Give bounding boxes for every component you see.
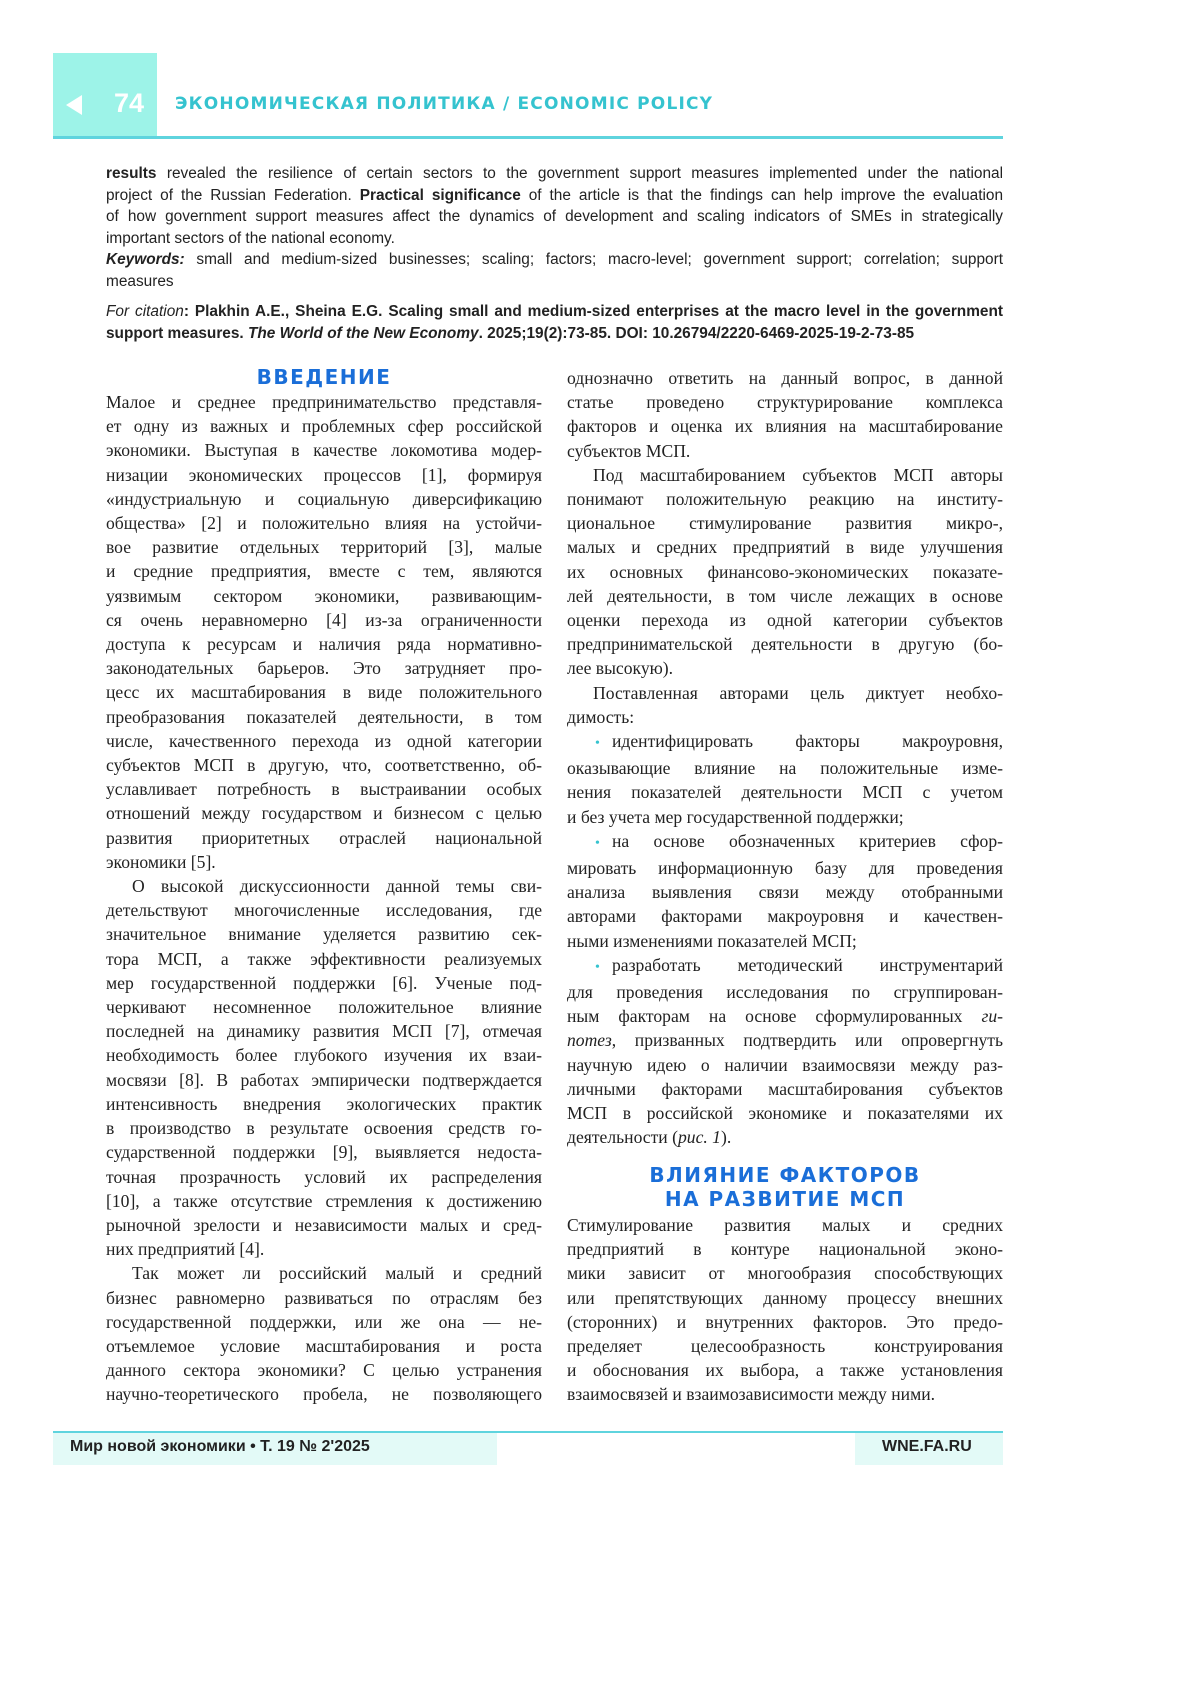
text-line	[106, 249, 1003, 271]
text-line: димость:	[567, 707, 634, 727]
text-line: анализа выявления связи между отобранными	[567, 882, 1003, 902]
text-line: О высокой дискуссионности данной темы сви-	[132, 876, 542, 896]
text-line: мосвязи [8]. В работах эмпирически подтверждается	[106, 1070, 542, 1090]
text-line	[567, 390, 1003, 414]
text-line	[567, 856, 1003, 880]
text-line	[106, 1092, 542, 1116]
text-line	[567, 439, 1003, 463]
text-line: отъемлемое условие масштабирования и роста	[106, 1336, 542, 1356]
left-column-text	[106, 390, 542, 1407]
text-line	[106, 632, 542, 656]
text-line: экономики [5].	[106, 852, 216, 872]
text-line	[567, 632, 1003, 656]
text-line	[567, 953, 1003, 980]
text-line: низации экономических процессов [1], формируя	[106, 465, 542, 485]
text-line: «индустриальную и социальную диверсификацию	[106, 489, 542, 509]
text-line: МСП в российской экономике и показателями их	[567, 1103, 1003, 1123]
text-line: экономики. Выступая в качестве локомотива модер-	[106, 440, 542, 460]
text-line	[106, 206, 1003, 228]
text-line: [10], а также отсутствие стремления к достижению	[106, 1191, 542, 1211]
text-line: значительное внимание уделяется развитию сек-	[106, 924, 542, 944]
text-line	[567, 1101, 1003, 1125]
text-line	[106, 874, 542, 898]
text-line	[567, 584, 1003, 608]
header-divider	[53, 136, 1003, 139]
text-line	[106, 1068, 542, 1092]
text-line: сударственной поддержки [9], выявляется недоста-	[106, 1142, 542, 1162]
bold-text: Practical significance	[360, 187, 521, 204]
text-line: на основе обозначенных критериев сфор-	[612, 831, 1003, 851]
bullet-item	[567, 953, 1003, 1150]
text-run: small and medium-sized businesses; scaling; factors; macro-level; government support; correlation; support	[185, 251, 1003, 268]
bullet-icon: •	[595, 732, 612, 756]
footer-website[interactable]: WNE.FA.RU	[882, 1438, 972, 1456]
text-line: мики зависит от многообразия способствующих	[567, 1263, 1003, 1283]
bold-text: . 2025;19(2):73-85. DOI: 10.26794/2220-6469-2025-19-2-73-85	[479, 325, 915, 342]
text-line: и средние предприятия, вместе с тем, являются	[106, 561, 542, 581]
text-line	[567, 1310, 1003, 1334]
text-line	[567, 681, 1003, 705]
text-line	[106, 511, 542, 535]
text-line: вое развитие отдельных территорий [3], малые	[106, 537, 542, 557]
text-line: факторов и оценка их влияния на масштабирование	[567, 416, 1003, 436]
text-line: субъектов МСП.	[567, 441, 690, 461]
text-line	[106, 1019, 542, 1043]
text-line	[106, 801, 542, 825]
text-line	[106, 1189, 542, 1213]
paragraph	[567, 463, 1003, 681]
bold-text: support measures.	[106, 325, 248, 342]
bullet-icon: •	[595, 832, 612, 856]
text-run: , призванных подтвердить или опровергнуть	[612, 1030, 1003, 1050]
text-line	[106, 826, 542, 850]
text-line	[106, 487, 542, 511]
text-line	[106, 1043, 542, 1067]
text-line	[567, 1053, 1003, 1077]
right-column-section2-text	[567, 1213, 1003, 1407]
paragraph	[567, 1213, 1003, 1407]
back-triangle-icon	[66, 95, 82, 115]
text-line: доступа к ресурсам и наличия ряда нормативно-	[106, 634, 542, 654]
bold-text: Keywords:	[106, 251, 185, 268]
text-line	[106, 971, 542, 995]
text-line: циональное стимулирование развития микро-,	[567, 513, 1003, 533]
text-line	[106, 271, 1003, 293]
text-line	[567, 366, 1003, 390]
text-line: субъектов МСП в другую, что, соответственно, об-	[106, 755, 542, 775]
text-line: преобразования показателей деятельности, в том	[106, 707, 542, 727]
text-run: ).	[721, 1127, 731, 1147]
bullet-icon: •	[595, 956, 612, 980]
text-line	[567, 929, 1003, 953]
text-line	[106, 898, 542, 922]
text-line: Под масштабированием субъектов МСП авторы	[593, 465, 1003, 485]
text-line	[567, 805, 1003, 829]
text-line: уславливает потребность в выстраивании особых	[106, 779, 542, 799]
text-line: развития приоритетных отраслей национальной	[106, 828, 542, 848]
text-line	[106, 1165, 542, 1189]
text-line	[567, 1358, 1003, 1382]
right-column-text	[567, 366, 1003, 1150]
text-line	[106, 680, 542, 704]
text-line	[106, 163, 1003, 185]
text-line: ными изменениями показателей МСП;	[567, 931, 857, 951]
text-line: черкивают несомненное положительное влияние	[106, 997, 542, 1017]
section-title: ЭКОНОМИЧЕСКАЯ ПОЛИТИКА / ECONOMIC POLICY	[175, 94, 713, 114]
text-line: в производство в результате освоения средств го-	[106, 1118, 542, 1138]
text-line	[106, 1261, 542, 1285]
text-line	[106, 323, 1003, 345]
text-line	[567, 414, 1003, 438]
abstract-block	[106, 163, 1003, 292]
text-line	[106, 947, 542, 971]
text-line	[106, 301, 1003, 323]
text-line	[567, 829, 1003, 856]
text-line: уязвимым сектором экономики, развивающим-	[106, 586, 542, 606]
text-line	[106, 753, 542, 777]
paragraph	[106, 390, 542, 874]
text-line	[106, 463, 542, 487]
text-line	[567, 1334, 1003, 1358]
text-line	[106, 535, 542, 559]
text-line	[567, 535, 1003, 559]
text-line	[567, 1261, 1003, 1285]
italic-text: For citation	[106, 303, 184, 320]
text-line: мер государственной поддержки [6]. Ученые под-	[106, 973, 542, 993]
text-line	[106, 559, 542, 583]
text-line: авторами факторами макроуровня и качествен-	[567, 906, 1003, 926]
text-line: понимают положительную реакцию на институ-	[567, 489, 1003, 509]
bold-text: : Plakhin A.E., Sheina E.G. Scaling small and medium-sized enterprises at the macro level in the government	[184, 303, 1003, 320]
text-line	[567, 511, 1003, 535]
text-line: бизнес равномерно развиваться по отраслям без	[106, 1288, 542, 1308]
text-line: Стимулирование развития малых и средних	[567, 1215, 1003, 1235]
bold-text: The World of the New Economy	[248, 325, 479, 342]
text-line	[106, 1358, 542, 1382]
text-line: тора МСП, а также эффективности реализуемых	[106, 949, 542, 969]
text-line: ся очень неравномерно [4] из-за ограниченности	[106, 610, 542, 630]
text-line	[106, 1310, 542, 1334]
text-line: научную идею о наличии взаимосвязи между раз-	[567, 1055, 1003, 1075]
text-line	[106, 922, 542, 946]
text-line: законодательных барьеров. Это затрудняет про-	[106, 658, 542, 678]
text-line	[106, 390, 542, 414]
text-line	[106, 1237, 542, 1261]
text-run: деятельности (	[567, 1127, 678, 1147]
text-line	[106, 414, 542, 438]
text-line: точная прозрачность условий их распределения	[106, 1167, 542, 1187]
text-line	[567, 1028, 1003, 1052]
bullet-item	[567, 729, 1003, 829]
text-line	[567, 756, 1003, 780]
text-line: их основных финансово-экономических показате-	[567, 562, 1003, 582]
text-line	[106, 185, 1003, 207]
text-line	[106, 1382, 542, 1406]
text-line	[567, 904, 1003, 928]
text-line: (сторонних) и внутренних факторов. Это предо-	[567, 1312, 1003, 1332]
text-line	[106, 584, 542, 608]
text-line: научно-теоретического пробела, не позволяющего	[106, 1384, 542, 1404]
text-line: пределяет целесообразность конструирования	[567, 1336, 1003, 1356]
text-line	[567, 1077, 1003, 1101]
text-line	[567, 1237, 1003, 1261]
text-line: отношений между государством и бизнесом с целью	[106, 803, 542, 823]
text-line: последней на динамику развития МСП [7], отмечая	[106, 1021, 542, 1041]
text-line	[567, 560, 1003, 584]
text-line: числе, качественного перехода из одной категории	[106, 731, 542, 751]
bullet-item	[567, 829, 1003, 953]
text-line: оценки перехода из одной категории субъектов	[567, 610, 1003, 630]
text-run: ным факторам на основе сформулированных	[567, 1006, 981, 1026]
heading-line: ВЛИЯНИЕ ФАКТОРОВ	[567, 1163, 1003, 1187]
text-line	[567, 705, 1003, 729]
text-line: оказывающие влияние на положительные изме-	[567, 758, 1003, 778]
text-line: и без учета мер государственной поддержки;	[567, 807, 904, 827]
text-run: revealed the resilience of certain sectors to the government support measures implemented under the national	[156, 165, 1003, 182]
text-line	[106, 656, 542, 680]
text-run: measures	[106, 273, 174, 290]
text-line: нения показателей деятельности МСП с учетом	[567, 782, 1003, 802]
text-line	[106, 1140, 542, 1164]
heading-line: НА РАЗВИТИЕ МСП	[567, 1187, 1003, 1211]
text-line: предприятий в контуре национальной эконо-	[567, 1239, 1003, 1259]
text-line: мировать информационную базу для проведения	[567, 858, 1003, 878]
text-line: цесс их масштабирования в виде положительного	[106, 682, 542, 702]
text-run: of the article is that the findings can help improve the evaluation	[521, 187, 1003, 204]
text-line	[567, 608, 1003, 632]
text-line	[106, 608, 542, 632]
text-line	[567, 780, 1003, 804]
text-line: лее высокую).	[567, 658, 673, 678]
text-line: и обоснования их выбора, а также установления	[567, 1360, 1003, 1380]
italic-text: рис. 1	[678, 1127, 721, 1147]
text-line: рыночной зрелости и независимости малых и сред-	[106, 1215, 542, 1235]
text-run: of how government support measures affect the dynamics of development and scaling indicators of SMEs in strategically	[106, 208, 1003, 225]
bold-text: results	[106, 165, 156, 182]
paragraph	[567, 681, 1003, 729]
text-line	[106, 1286, 542, 1310]
text-line: предпринимательской деятельности в другую (бо-	[567, 634, 1003, 654]
text-line	[567, 1213, 1003, 1237]
text-line: для проведения исследования по сгруппирован-	[567, 982, 1003, 1002]
text-line	[106, 228, 1003, 250]
paragraph	[106, 1261, 542, 1406]
text-line	[567, 656, 1003, 680]
text-line	[106, 777, 542, 801]
text-run: important sectors of the national economy.	[106, 230, 395, 247]
text-line: общества» [2] и положительно влияя на устойчи-	[106, 513, 542, 533]
text-line	[106, 438, 542, 462]
text-line	[567, 1286, 1003, 1310]
text-line	[567, 1125, 1003, 1149]
text-line: лей деятельности, в том числе лежащих в основе	[567, 586, 1003, 606]
text-line	[567, 487, 1003, 511]
text-line: Малое и среднее предпринимательство представля-	[106, 392, 542, 412]
text-line: статье проведено структурирование комплекса	[567, 392, 1003, 412]
text-line	[567, 880, 1003, 904]
text-line	[106, 850, 542, 874]
text-line	[567, 980, 1003, 1004]
text-line	[567, 1382, 1003, 1406]
italic-text: потез	[567, 1030, 612, 1050]
italic-text: ги-	[981, 1006, 1003, 1026]
text-line: интенсивность внедрения экологических практик	[106, 1094, 542, 1114]
text-line	[106, 995, 542, 1019]
page-number: 74	[114, 88, 144, 119]
text-line: государственной поддержки, или же она — не-	[106, 1312, 542, 1332]
text-line: или препятствующих данному процессу внешних	[567, 1288, 1003, 1308]
text-line: малых и средних предприятий в виде улучшения	[567, 537, 1003, 557]
footer-journal: Мир новой экономики • Т. 19 № 2'2025	[70, 1438, 370, 1456]
text-line: личными факторами масштабирования субъектов	[567, 1079, 1003, 1099]
paragraph	[106, 874, 542, 1261]
text-line	[567, 1004, 1003, 1028]
text-line	[106, 1213, 542, 1237]
text-line: идентифицировать факторы макроуровня,	[612, 731, 1003, 751]
text-line: Так может ли российский малый и средний	[132, 1263, 542, 1283]
heading-introduction: ВВЕДЕНИЕ	[106, 365, 542, 389]
text-line	[106, 729, 542, 753]
paragraph	[567, 366, 1003, 463]
text-line: необходимость более глубокого изучения их взаи-	[106, 1045, 542, 1065]
text-line: данного сектора экономики? С целью устранения	[106, 1360, 542, 1380]
heading-factors	[567, 1163, 1003, 1211]
text-line	[106, 705, 542, 729]
text-line: них предприятий [4].	[106, 1239, 264, 1259]
text-line: разработать методический инструментарий	[612, 955, 1003, 975]
text-line: ет одну из важных и проблемных сфер российской	[106, 416, 542, 436]
text-line	[106, 1116, 542, 1140]
text-line	[106, 1334, 542, 1358]
text-line	[567, 729, 1003, 756]
text-line	[567, 463, 1003, 487]
text-line: взаимосвязей и взаимозависимости между ними.	[567, 1384, 935, 1404]
text-line: Поставленная авторами цель диктует необхо-	[593, 683, 1003, 703]
text-line: детельствуют многочисленные исследования, где	[106, 900, 542, 920]
text-run: project of the Russian Federation.	[106, 187, 360, 204]
text-line: однозначно ответить на данный вопрос, в данной	[567, 368, 1003, 388]
citation-block	[106, 301, 1003, 344]
